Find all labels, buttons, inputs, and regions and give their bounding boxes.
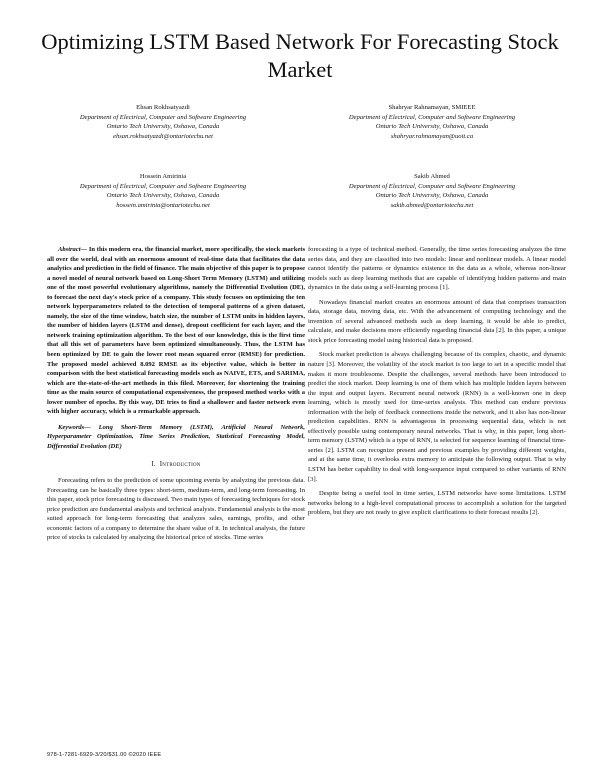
paper-title: Optimizing LSTM Based Network For Forecasting Stock Market	[41, 29, 559, 82]
author-department: Department of Electrical, Computer and Software Engineering	[79, 182, 247, 190]
body-paragraph-2: Nowadays financial market creates an enormous amount of data that comprises transaction data, storage data, moving data, etc. With the advancement of computing technology and the invention of several advanced methods such as deep learning, it would be able to predict, calculate, and make decisions more efficiently regarding financial data [2]. In this paper, a unique stock price forecasting model using historical data is proposed.	[308, 298, 566, 344]
author-university: Ontario Tech University, Oshawa, Canada	[375, 192, 489, 200]
left-column	[47, 245, 305, 548]
author-block-2	[297, 103, 567, 141]
author-email[interactable]: shahryar.rahnamayan@uoit.ca	[390, 132, 474, 140]
author-email[interactable]: sakib.ahmed@ontariotechu.net	[390, 201, 474, 209]
abstract-lead: Abstract—	[58, 246, 88, 253]
right-column	[308, 245, 566, 523]
abstract	[47, 245, 305, 417]
body-paragraph-4: Despite being a useful tool in time series, LSTM networks have some limitations. LSTM networks belong to a high-level computational process to accomplish a solution for the targeted problem, but they are not ready to give explicit clarifications to their forecast results [2].	[308, 490, 566, 517]
author-block-4	[297, 172, 567, 210]
author-department: Department of Electrical, Computer and Software Engineering	[348, 113, 516, 121]
author-email[interactable]: ehsan.rokhsatyazdi@ontariotechu.net	[113, 132, 213, 140]
section-number: I.	[151, 460, 156, 469]
author-name: Shahryar Rahnamayan, SMIEEE	[388, 104, 476, 111]
body-paragraph-3: Stock market prediction is always challenging because of its complex, chaotic, and dynamic nature [3]. Moreover, the volatility of the stock market is too large to set in a specific model that makes it more troublesome. Despite the challenges, several methods have been introduced to predict the stock market. Deep learning is one of them which has multiple hidden layers between the input and output layers. Recurrent neural network (RNN) is a well-known one in deep learning, which is mostly used for time-series analysis. This method can endure previous information with the help of feedback connections inside the network, and it also has non-linear prediction capabilities. RNN is advantageous in processing sequential data, which is not effectively possible using contemporary neural networks. That is why, in this paper, long short-term memory (LSTM) which is a type of RNN, is selected for sequence learning of financial time-series [2]. LSTM can recognize present and previous examples by providing different weights, and at the same time, it overlooks extra memory to anticipate the following output. That is why LSTM has better capability to deal with long-sequence input compared to other variants of RNN [3].	[308, 351, 566, 483]
author-department: Department of Electrical, Computer and Software Engineering	[79, 113, 247, 121]
author-name: Sakib Ahmed	[414, 173, 450, 180]
body-paragraph-1: forecasting is a type of technical method. Generally, the time series forecasting analyzes the time series data, and they are classified into two models: linear and nonlinear models. A linear model cannot identify the patterns or dynamics existence in the data as a whole, whereas non-linear models such as deep learning methods that are capable of identifying hidden patterns and main dynamics in the data using a self-learning process [1].	[308, 246, 566, 292]
author-block-1	[28, 103, 298, 141]
copyright-footer: 978-1-7281-6929-3/20/$31.00 ©2020 IEEE	[47, 752, 162, 758]
author-university: Ontario Tech University, Oshawa, Canada	[106, 192, 220, 200]
intro-paragraph-1: Forecasting refers to the prediction of some upcoming events by analyzing the previous data. Forecasting can be basically three types: short-term, medium-term, and long-term forecasting. In this paper, stock price forecasting is discussed. Two main types of forecasting techniques for stock price prediction are fundamental analysis and technical analysis. Fundamental analysis is the most suited approach for long-term forecasting that analyzes sales, earnings, profits, and other economic factors of a company to determine the share value of it. In technical analysis, the future price of stocks is calculated by analyzing the historical price of stocks. Time series	[47, 477, 305, 542]
author-university: Ontario Tech University, Oshawa, Canada	[106, 123, 220, 131]
abstract-text: In this modern era, the financial market, more specifically, the stock markets all over the world, deal with an enormous amount of real-time data that facilitates the data analytics and prediction in the field of finance. The main objective of this paper is to propose a novel model of neural network based on Long-Short Term Memory (LSTM) and utilizing one of the most powerful evolutionary algorithms, namely the Differential Evolution (DE), to forecast the next day's stock price of a company. This study focuses on optimizing the ten network hyperparameters related to the detection of temporal patterns of a given dataset, namely, the size of the time window, batch size, the number of LSTM units in hidden layers, the number of hidden layers (LSTM and dense), dropout coefficient for each layer, and the network training optimization algorithm. To the best of our knowledge, this is the first time that all this set of parameters have been optimized simultaneously. Thus, the LSTM has been optimized by DE to gain the lower root mean squared error (RMSE) for prediction. The proposed model achieved 8.092 RMSE as its objective value, which is better in comparison with the best statistical forecasting models such as NAIVE, ETS, and SARIMA, which are the-state-of-the-art methods in this filed. Moreover, for shortening the training time as the main source of computational expensiveness, the proposed method works with a lower number of epochs. By this way, DE tries to find a shallower and faster network even with higher accuracy, which is a remarkable approach.	[47, 246, 305, 416]
author-name: Hossein Amirinia	[139, 173, 187, 180]
section-heading-introduction	[47, 460, 305, 470]
author-name: Ehsan Rokhsatyazdi	[136, 104, 190, 111]
keywords: Keywords— Long Short-Term Memory (LSTM), Artificial Neural Network, Hyperparameter Optimization, Time Series Prediction, Statistical Forecasting Model, Differential Evolution (DE)	[47, 423, 305, 450]
author-email[interactable]: hossein.amirinia@ontariotechu.net	[116, 201, 210, 209]
author-block-3	[28, 172, 298, 210]
author-university: Ontario Tech University, Oshawa, Canada	[375, 123, 489, 131]
section-title: Introduction	[159, 460, 201, 469]
author-department: Department of Electrical, Computer and Software Engineering	[348, 182, 516, 190]
